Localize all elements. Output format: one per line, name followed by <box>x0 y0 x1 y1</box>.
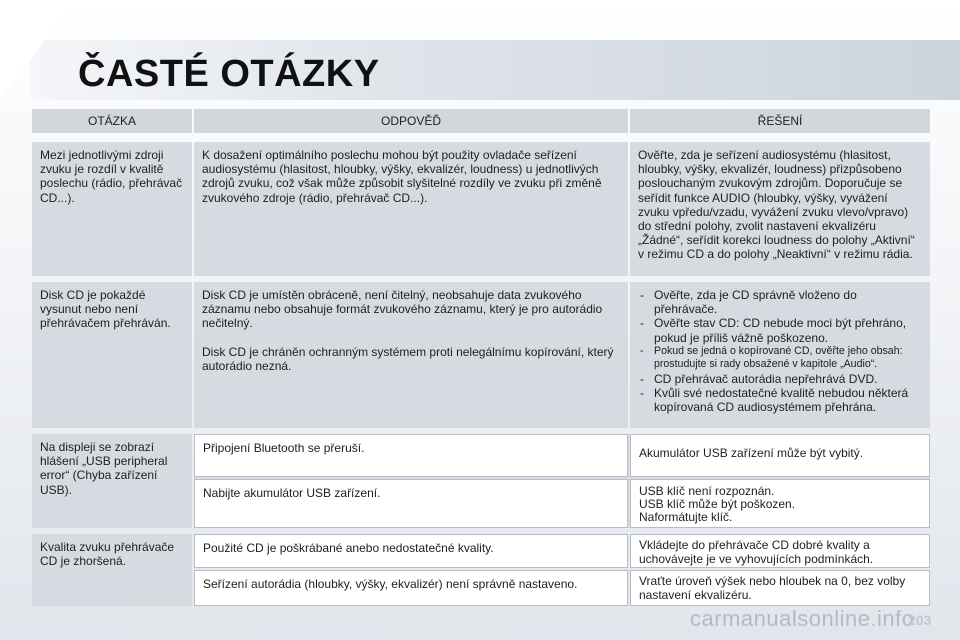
row-2-question-text: Disk CD je pokaždé vysunut nebo není přehrávačem přehráván. <box>40 288 171 331</box>
row-4-question <box>32 534 192 606</box>
row-1-answer-text: K dosažení optimálního poslechu mohou být použity ovladače seřízení audiosystému (hlasitost, hloubky, výšky, ekvalizér, loudness) u jednotlivých zdrojů zvuku, což však může způsobit slyšitelné rozdíly ve zvuku při změně zvukového zdroje (rádio, přehrávač CD...). <box>202 148 602 205</box>
row-2-question <box>32 282 192 428</box>
row-3-question <box>32 434 192 528</box>
row-3-solution-1 <box>630 434 930 477</box>
page-title: ČASTÉ OTÁZKY <box>78 53 380 95</box>
column-header-question: OTÁZKA <box>32 109 192 133</box>
watermark: carmanualsonline.info <box>690 606 915 631</box>
title-band-corner <box>0 0 75 100</box>
row-4-solution-1-text: Vkládejte do přehrávače CD dobré kvality a uchovávejte je ve vyhovujících podmínkách. <box>639 538 874 567</box>
column-header-answer: ODPOVĚĎ <box>194 109 628 133</box>
row-2-answer-text: Disk CD je umístěn obráceně, není čitelný, neobsahuje data zvukového záznamu nebo obsahuje formát zvukového záznamu, který je pro autorádio nečitelný. <box>202 288 603 331</box>
solution-list-item: - CD přehrávač autorádia nepřehrává DVD. <box>638 372 922 386</box>
row-1-answer <box>194 142 628 276</box>
solution-list-item: - Ověřte stav CD: CD nebude moci být přehráno, pokud je příliš vážně poškozeno. <box>638 316 922 344</box>
row-4-answer-1 <box>194 534 628 568</box>
row-3-answer-2-text: Nabijte akumulátor USB zařízení. <box>203 486 381 500</box>
column-header-solution: ŘEŠENÍ <box>630 109 930 133</box>
row-3-solution-1-text: Akumulátor USB zařízení může být vybitý. <box>639 446 864 460</box>
row-4-answer-2 <box>194 570 628 606</box>
row-3-answer-1-text: Připojení Bluetooth se přeruší. <box>203 441 365 455</box>
row-4-solution-2 <box>630 570 930 606</box>
row-4-solution-1 <box>630 534 930 568</box>
row-3-question-text: Na displeji se zobrazí hlášení „USB peripheral error“ (Chyba zařízení USB). <box>40 440 168 497</box>
row-1-solution <box>630 142 930 276</box>
solution-list-item: - Ověřte, zda je CD správně vloženo do přehrávače. <box>638 288 922 316</box>
row-2-answer-text-2: Disk CD je chráněn ochranným systémem proti nelegálnímu kopírování, který autorádio nezná. <box>202 344 614 373</box>
row-3-answer-2 <box>194 479 628 528</box>
row-4-answer-1-text: Použité CD je poškrábané anebo nedostatečné kvality. <box>203 541 494 555</box>
row-4-question-text: Kvalita zvuku přehrávače CD je zhoršená. <box>40 540 175 569</box>
row-3-solution-2-text: USB klíč není rozpoznán. USB klíč může být poškozen. Naformátujte klíč. <box>639 484 796 525</box>
row-1-question <box>32 142 192 276</box>
solution-list-item: - Pokud se jedná o kopírované CD, ověřte jeho obsah: prostudujte si rady obsažené v kapitole „Audio“. <box>638 345 922 372</box>
row-2-answer <box>194 282 628 428</box>
solution-list-item: - Kvůli své nedostatečné kvalitě nebudou některá kopírovaná CD audiosystémem přehrána. <box>638 386 922 414</box>
page-number: 203 <box>908 612 932 628</box>
row-4-solution-2-text: Vraťte úroveň výšek nebo hloubek na 0, bez volby nastavení ekvalizéru. <box>639 574 906 603</box>
row-1-question-text: Mezi jednotlivými zdroji zvuku je rozdíl v kvalitě poslechu (rádio, přehrávač CD...). <box>40 148 183 205</box>
row-2-solution <box>630 282 930 428</box>
row-1-solution-text: Ověřte, zda je seřízení audiosystému (hlasitost, hloubky, výšky, ekvalizér, loudness) přizpůsobeno poslouchaným zvukovým zdrojům. Doporučuje se seřídit funkce AUDIO (hloubky, výšky, vyvážení zvuku vpředu/vzadu, vyvážení zvuku vlevo/vpravo) do střední polohy, zvolit nastavení ekvalizéru „Žádné“, seřídit korekci loudness do polohy „Aktivní“ v režimu CD a do polohy „Neaktivní“ v režimu rádia. <box>638 148 915 262</box>
row-3-solution-2 <box>630 479 930 528</box>
row-4-answer-2-text: Seřízení autorádia (hloubky, výšky, ekvalizér) není správně nastaveno. <box>203 577 578 591</box>
row-3-answer-1 <box>194 434 628 477</box>
row-2-solution-list <box>638 288 922 414</box>
